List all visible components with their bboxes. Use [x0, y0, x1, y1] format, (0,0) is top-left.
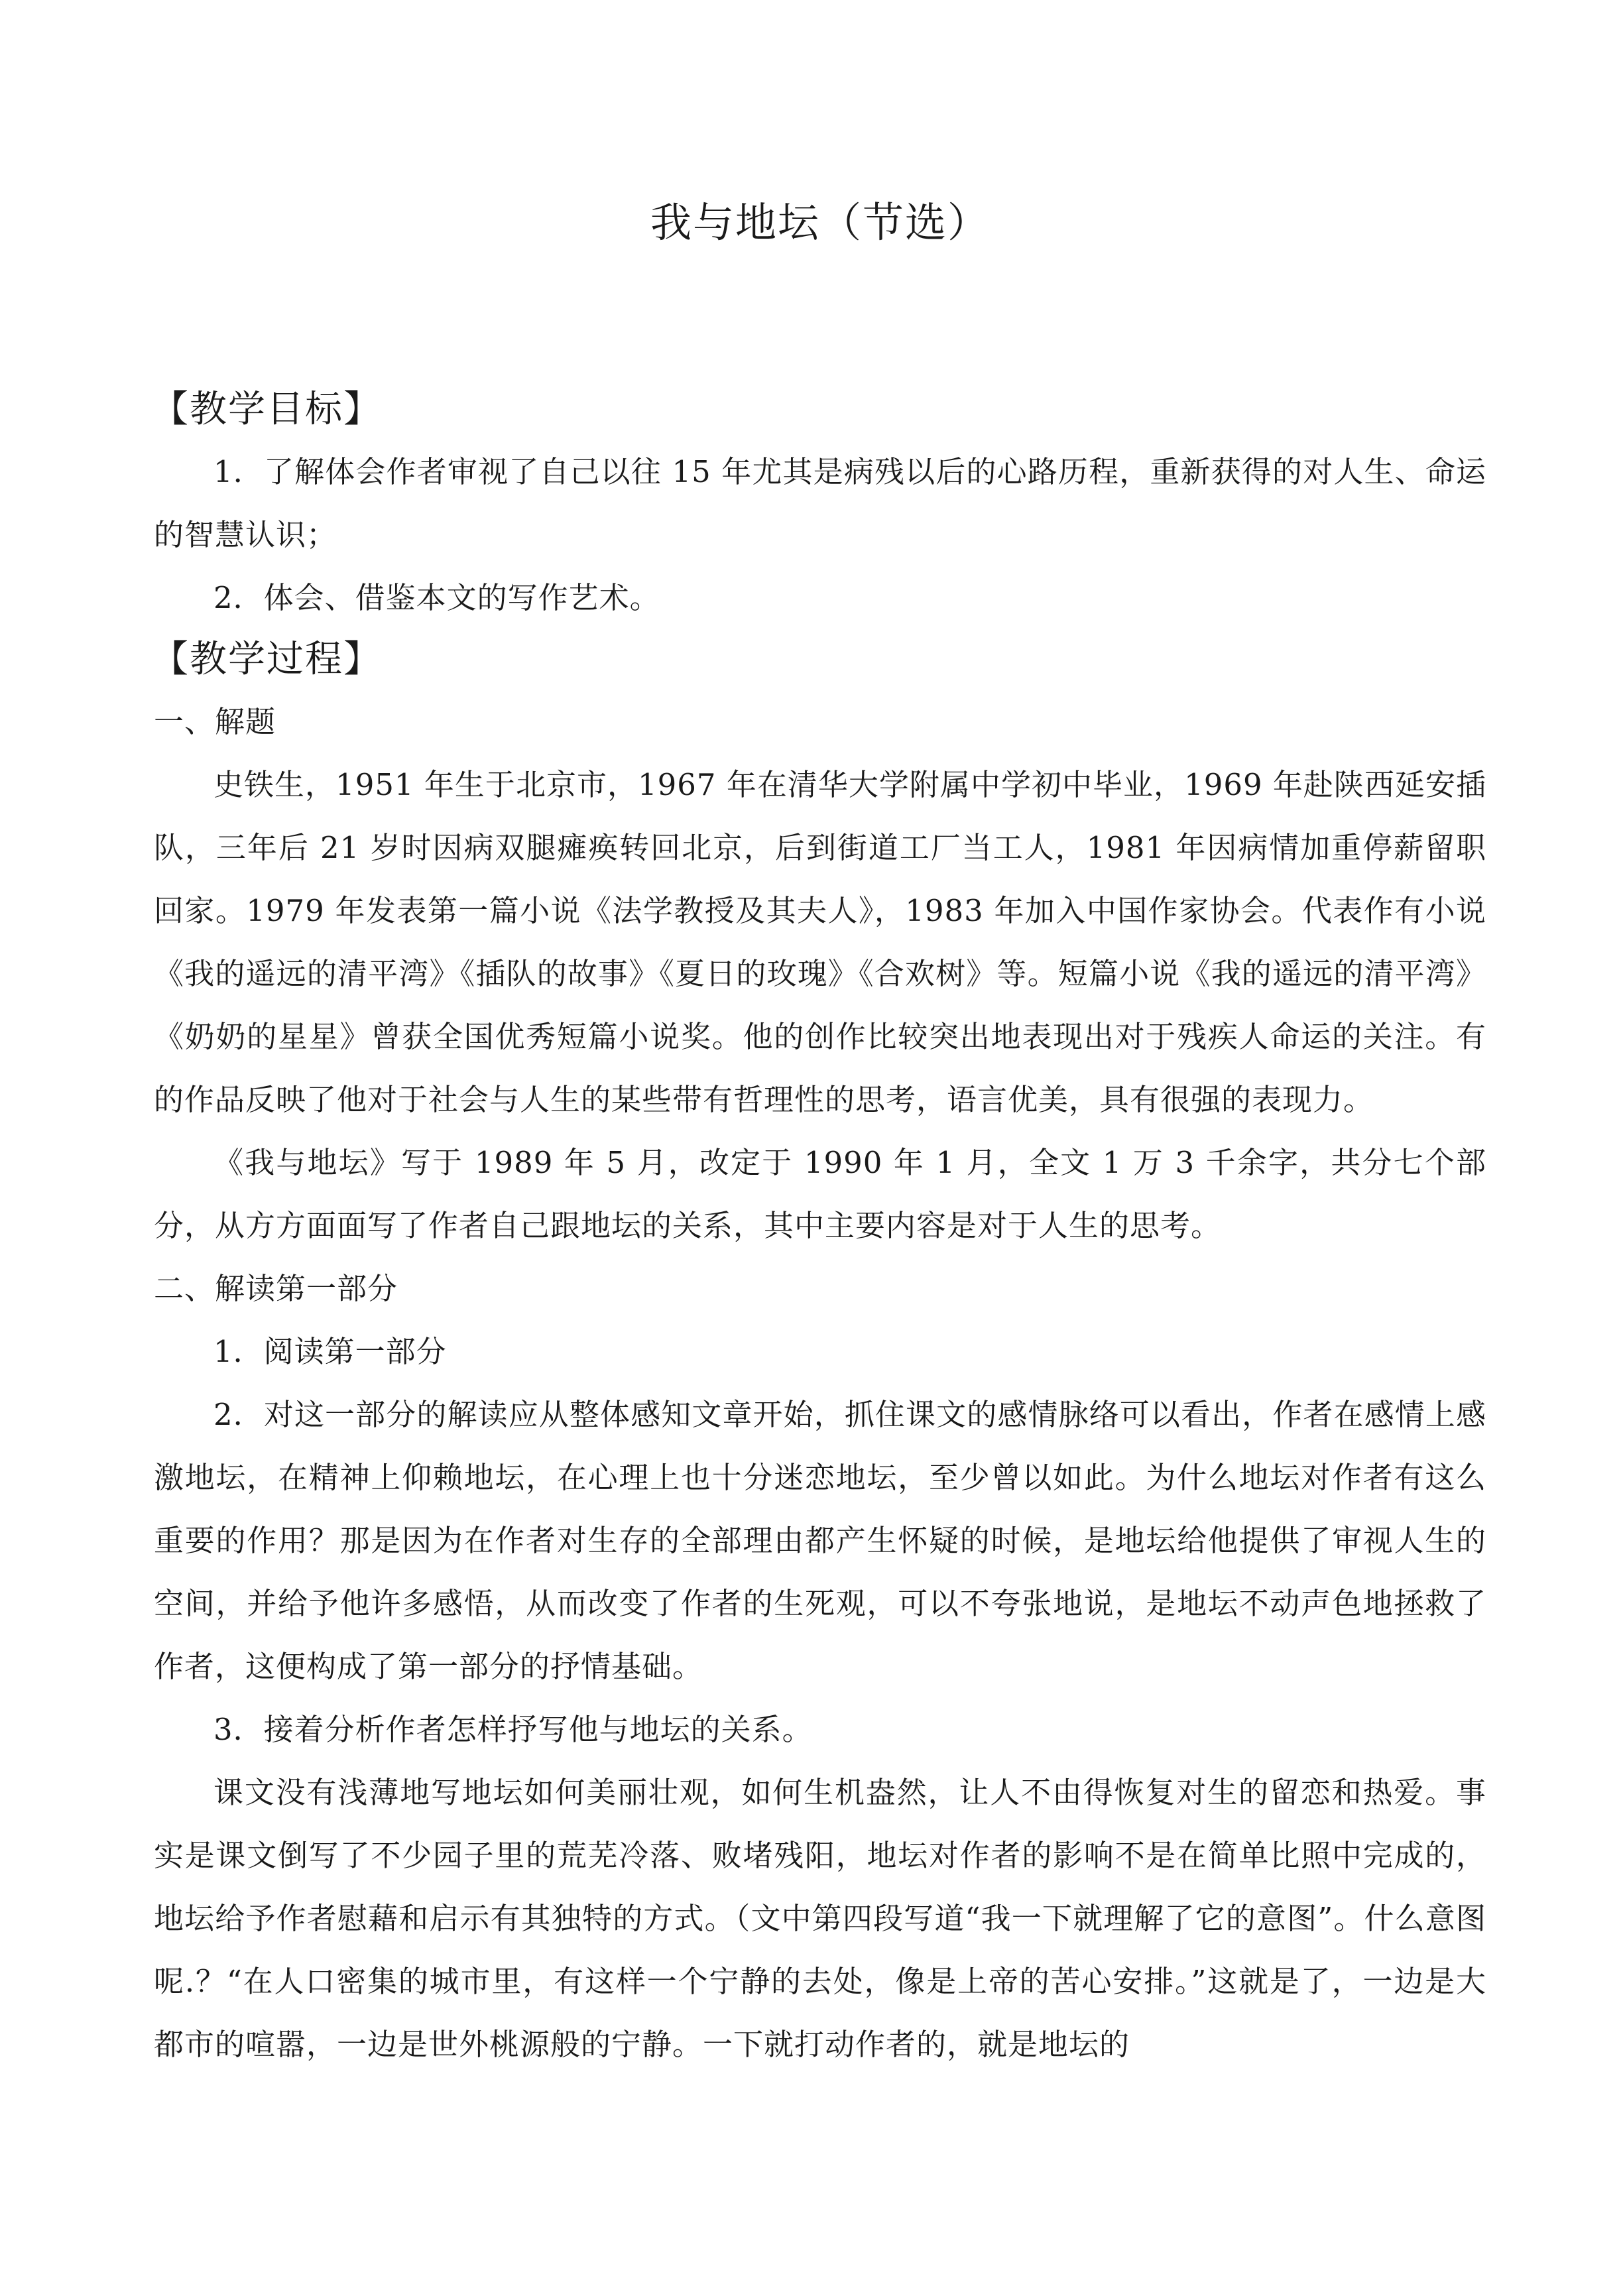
- document-title: 我与地坛（节选）: [650, 198, 990, 247]
- objective-item: 2．体会、借鉴本文的写作艺术。: [213, 580, 660, 615]
- section-title-1: 一、解题: [154, 704, 276, 739]
- objective-item: 1．了解体会作者审视了自己以往 15 年尤其是病残以后的心路历程，重新获得的对人生、命运的智慧认识；: [154, 454, 1486, 552]
- section-title-2: 二、解读第一部分: [154, 1271, 398, 1306]
- body-paragraph: 课文没有浅薄地写地坛如何美丽壮观，如何生机盎然，让人不由得恢复对生的留恋和热爱。事实是课文倒写了不少园子里的荒芜冷落、败堵残阳，地坛对作者的影响不是在简单比照中完成的，地坛给予作者慰藉和启示有其独特的方式。（文中第四段写道“我一下就理解了它的意图”。什么意图呢.？“在人口密集的城市里，有这样一个宁静的去处，像是上帝的苦心安排。”这就是了，一边是大都市的喧嚣，一边是世外桃源般的宁静。一下就打动作者的，就是地坛的: [154, 1775, 1486, 2062]
- section-item: 2．对这一部分的解读应从整体感知文章开始，抓住课文的感情脉络可以看出，作者在感情上感激地坛，在精神上仰赖地坛，在心理上也十分迷恋地坛，至少曾以如此。为什么地坛对作者有这么重要的作用？那是因为在作者对生存的全部理由都产生怀疑的时候，是地坛给他提供了审视人生的空间，并给予他许多感悟，从而改变了作者的生死观，可以不夸张地说，是地坛不动声色地拯救了作者，这便构成了第一部分的抒情基础。: [154, 1397, 1486, 1684]
- section-item: 1．阅读第一部分: [213, 1334, 447, 1369]
- section-item: 3．接着分析作者怎样抒写他与地坛的关系。: [213, 1712, 813, 1747]
- body-paragraph: 《我与地坛》写于 1989 年 5 月，改定于 1990 年 1 月，全文 1 万 3 千余字，共分七个部分，从方方面面写了作者自己跟地坛的关系，其中主要内容是对于人生的思考。: [154, 1145, 1486, 1243]
- document-body: [151, 379, 1486, 2076]
- objectives-heading: 【教学目标】: [151, 388, 382, 431]
- process-heading: 【教学过程】: [151, 638, 382, 681]
- body-paragraph: 史铁生，1951 年生于北京市，1967 年在清华大学附属中学初中毕业，1969 年赴陕西延安插队，三年后 21 岁时因病双腿瘫痪转回北京，后到街道工厂当工人，1981 年因病情加重停薪留职回家。1979 年发表第一篇小说《法学教授及其夫人》，1983 年加入中国作家协会。代表作有小说《我的遥远的清平湾》《插队的故事》《夏日的玫瑰》《合欢树》等。短篇小说《我的遥远的清平湾》《奶奶的星星》曾获全国优秀短篇小说奖。他的创作比较突出地表现出对于残疾人命运的关注。有的作品反映了他对于社会与人生的某些带有哲理性的思考，语言优美，具有很强的表现力。: [154, 767, 1486, 1117]
